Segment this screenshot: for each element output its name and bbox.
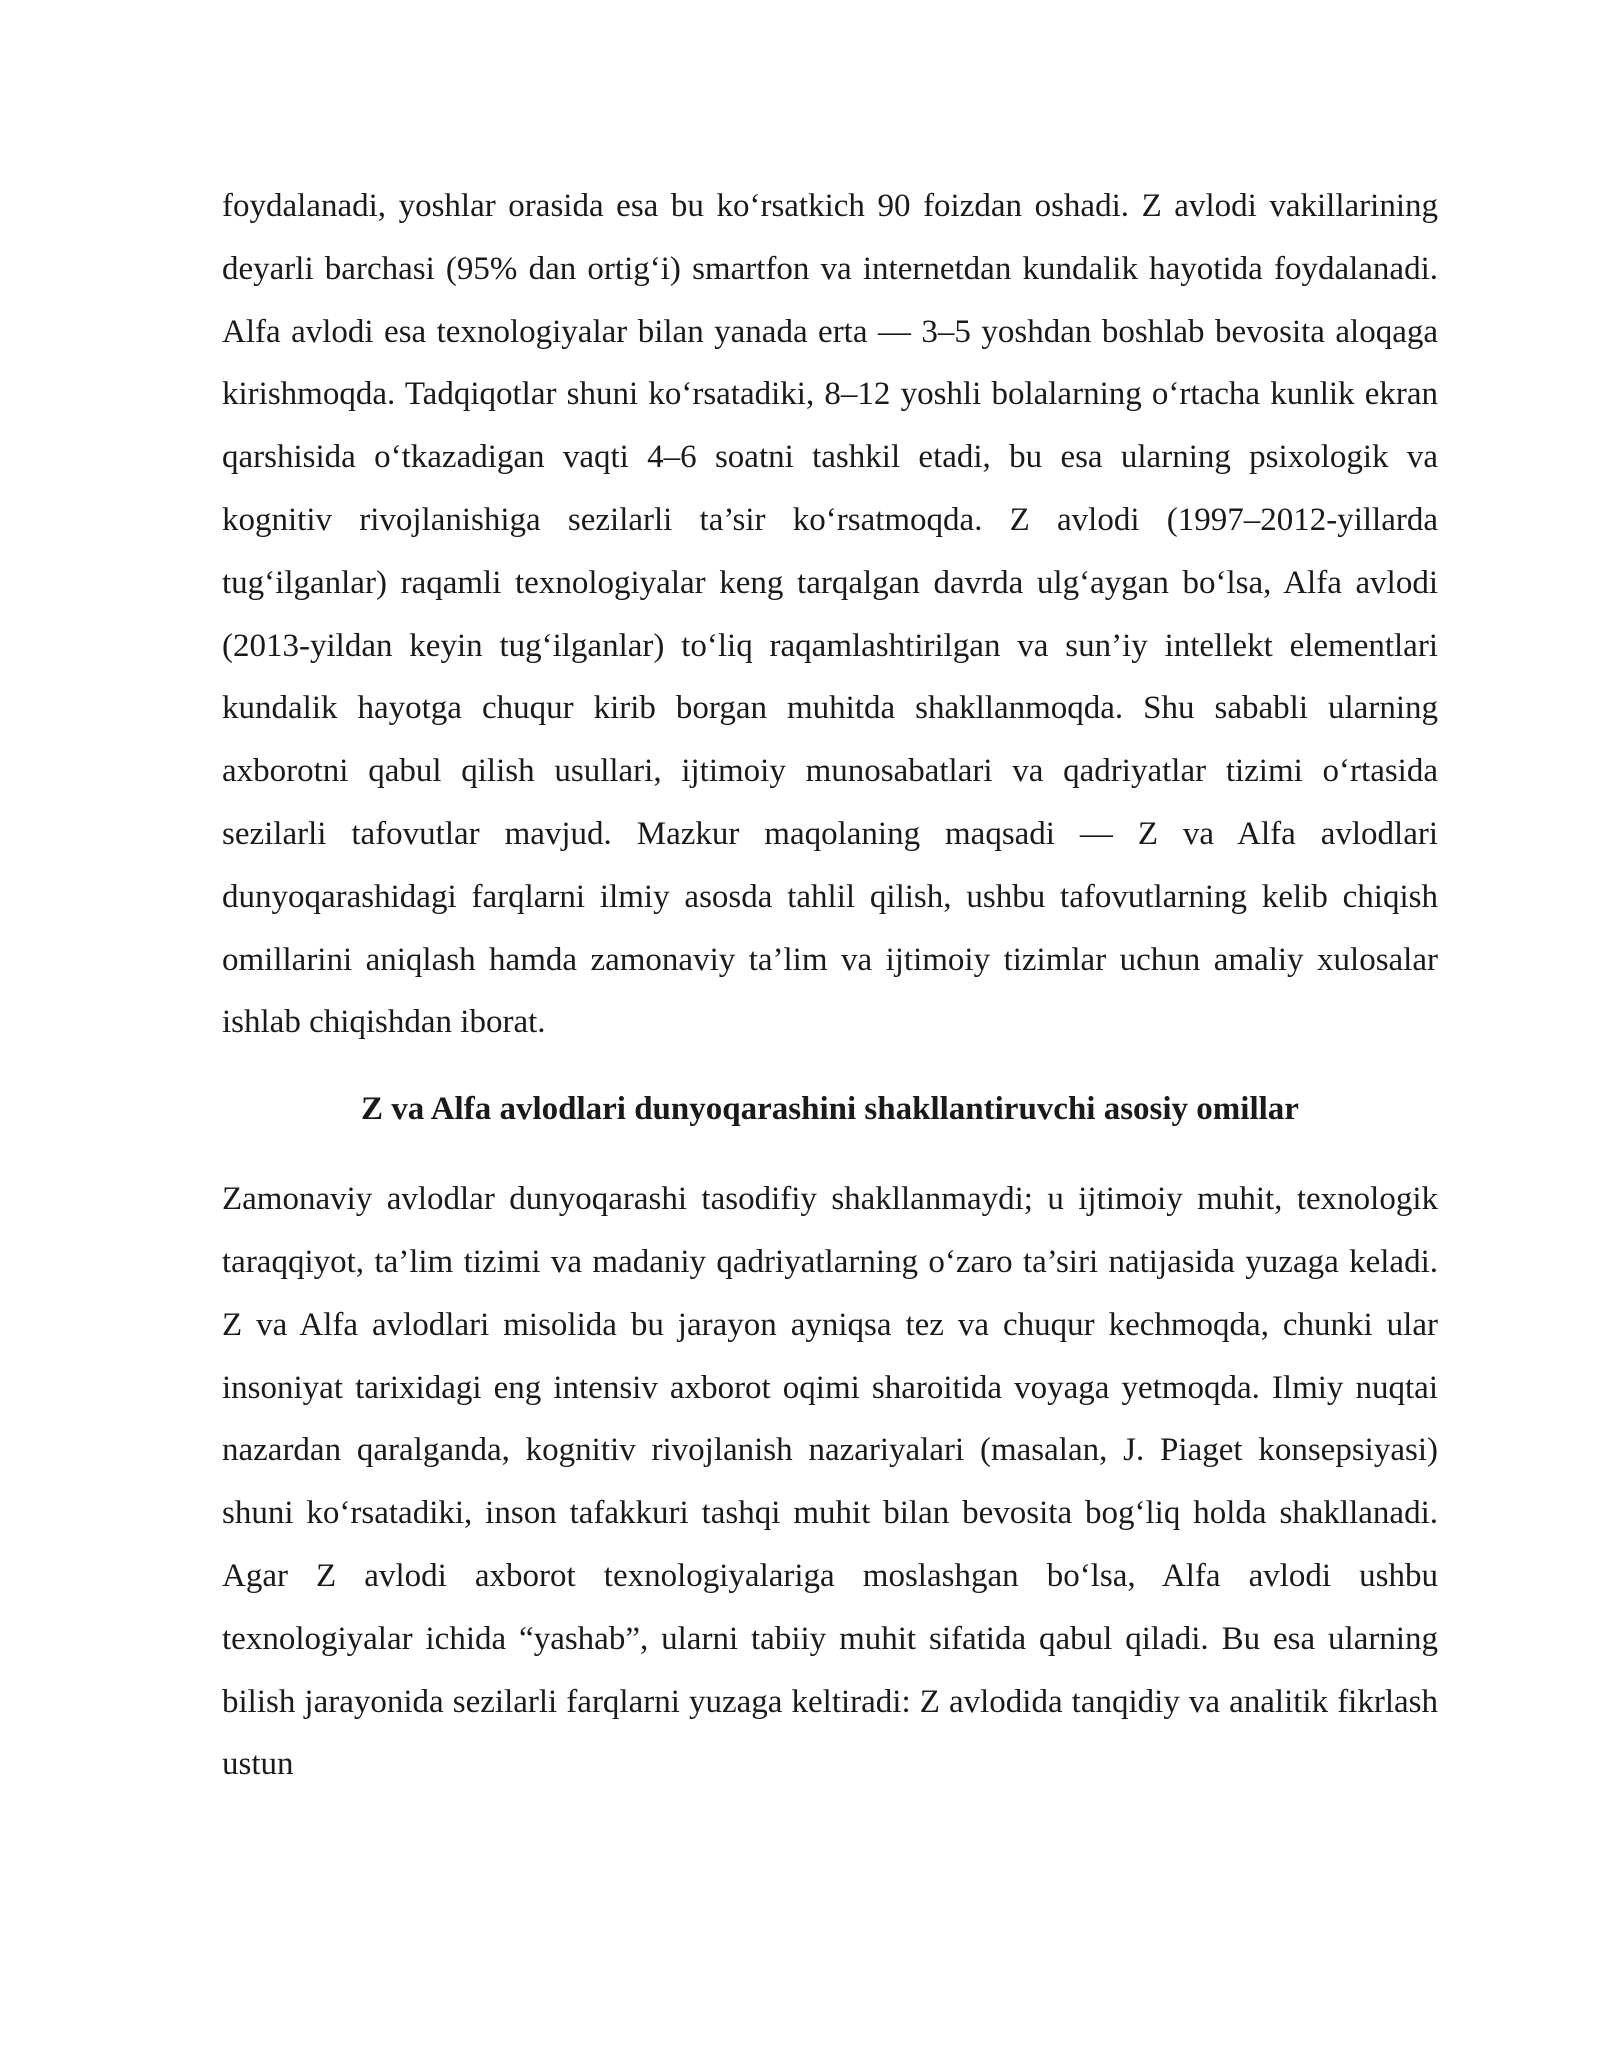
section-heading: Z va Alfa avlodlari dunyoqarashini shakllantiruvchi asosiy omillar [361, 1091, 1299, 1128]
body-paragraph-factors: Zamonaviy avlodlar dunyoqarashi tasodifiy shakllanmaydi; u ijtimoiy muhit, texnologik taraqqiyot, ta’lim tizimi va madaniy qadriyatlarning o‘zaro ta’siri natijasida yuzaga keladi. Z va Alfa avlodlari misolida bu jarayon ayniqsa tez va chuqur kechmoqda, chunki ular insoniyat tarixidagi eng intensiv axborot oqimi sharoitida voyaga yetmoqda. Ilmiy nuqtai nazardan qaralganda, kognitiv rivojlanish nazariyalari (masalan, J. Piaget konsepsiyasi) shuni ko‘rsatadiki, inson tafakkuri tashqi muhit bilan bevosita bog‘liq holda shakllanadi. Agar Z avlodi axborot texnologiyalariga moslashgan bo‘lsa, Alfa avlodi ushbu texnologiyalar ichida “yashab”, ularni tabiiy muhit sifatida qabul qiladi. Bu esa ularning bilish jarayonida sezilarli farqlarni yuzaga keltiradi: Z avlodida tanqidiy va analitik fikrlash ustun [222, 1181, 1438, 1783]
document-page [222, 175, 1438, 1796]
body-paragraph-intro: foydalanadi, yoshlar orasida esa bu ko‘rsatkich 90 foizdan oshadi. Z avlodi vakillarining deyarli barchasi (95% dan ortig‘i) smartfon va internetdan kundalik hayotida foydalanadi. Alfa avlodi esa texnologiyalar bilan yanada erta — 3–5 yoshdan boshlab bevosita aloqaga kirishmoqda. Tadqiqotlar shuni ko‘rsatadiki, 8–12 yoshli bolalarning o‘rtacha kunlik ekran qarshisida o‘tkazadigan vaqti 4–6 soatni tashkil etadi, bu esa ularning psixologik va kognitiv rivojlanishiga sezilarli ta’sir ko‘rsatmoqda. Z avlodi (1997–2012-yillarda tug‘ilganlar) raqamli texnologiyalar keng tarqalgan davrda ulg‘aygan bo‘lsa, Alfa avlodi (2013-yildan keyin tug‘ilganlar) to‘liq raqamlashtirilgan va sun’iy intellekt elementlari kundalik hayotga chuqur kirib borgan muhitda shakllanmoqda. Shu sababli ularning axborotni qabul qilish usullari, ijtimoiy munosabatlari va qadriyatlar tizimi o‘rtasida sezilarli tafovutlar mavjud. Mazkur maqolaning maqsadi — Z va Alfa avlodlari dunyoqarashidagi farqlarni ilmiy asosda tahlil qilish, ushbu tafovutlarning kelib chiqish omillarini aniqlash hamda zamonaviy ta’lim va ijtimoiy tizimlar uchun amaliy xulosalar ishlab chiqishdan iborat. [222, 188, 1438, 1041]
